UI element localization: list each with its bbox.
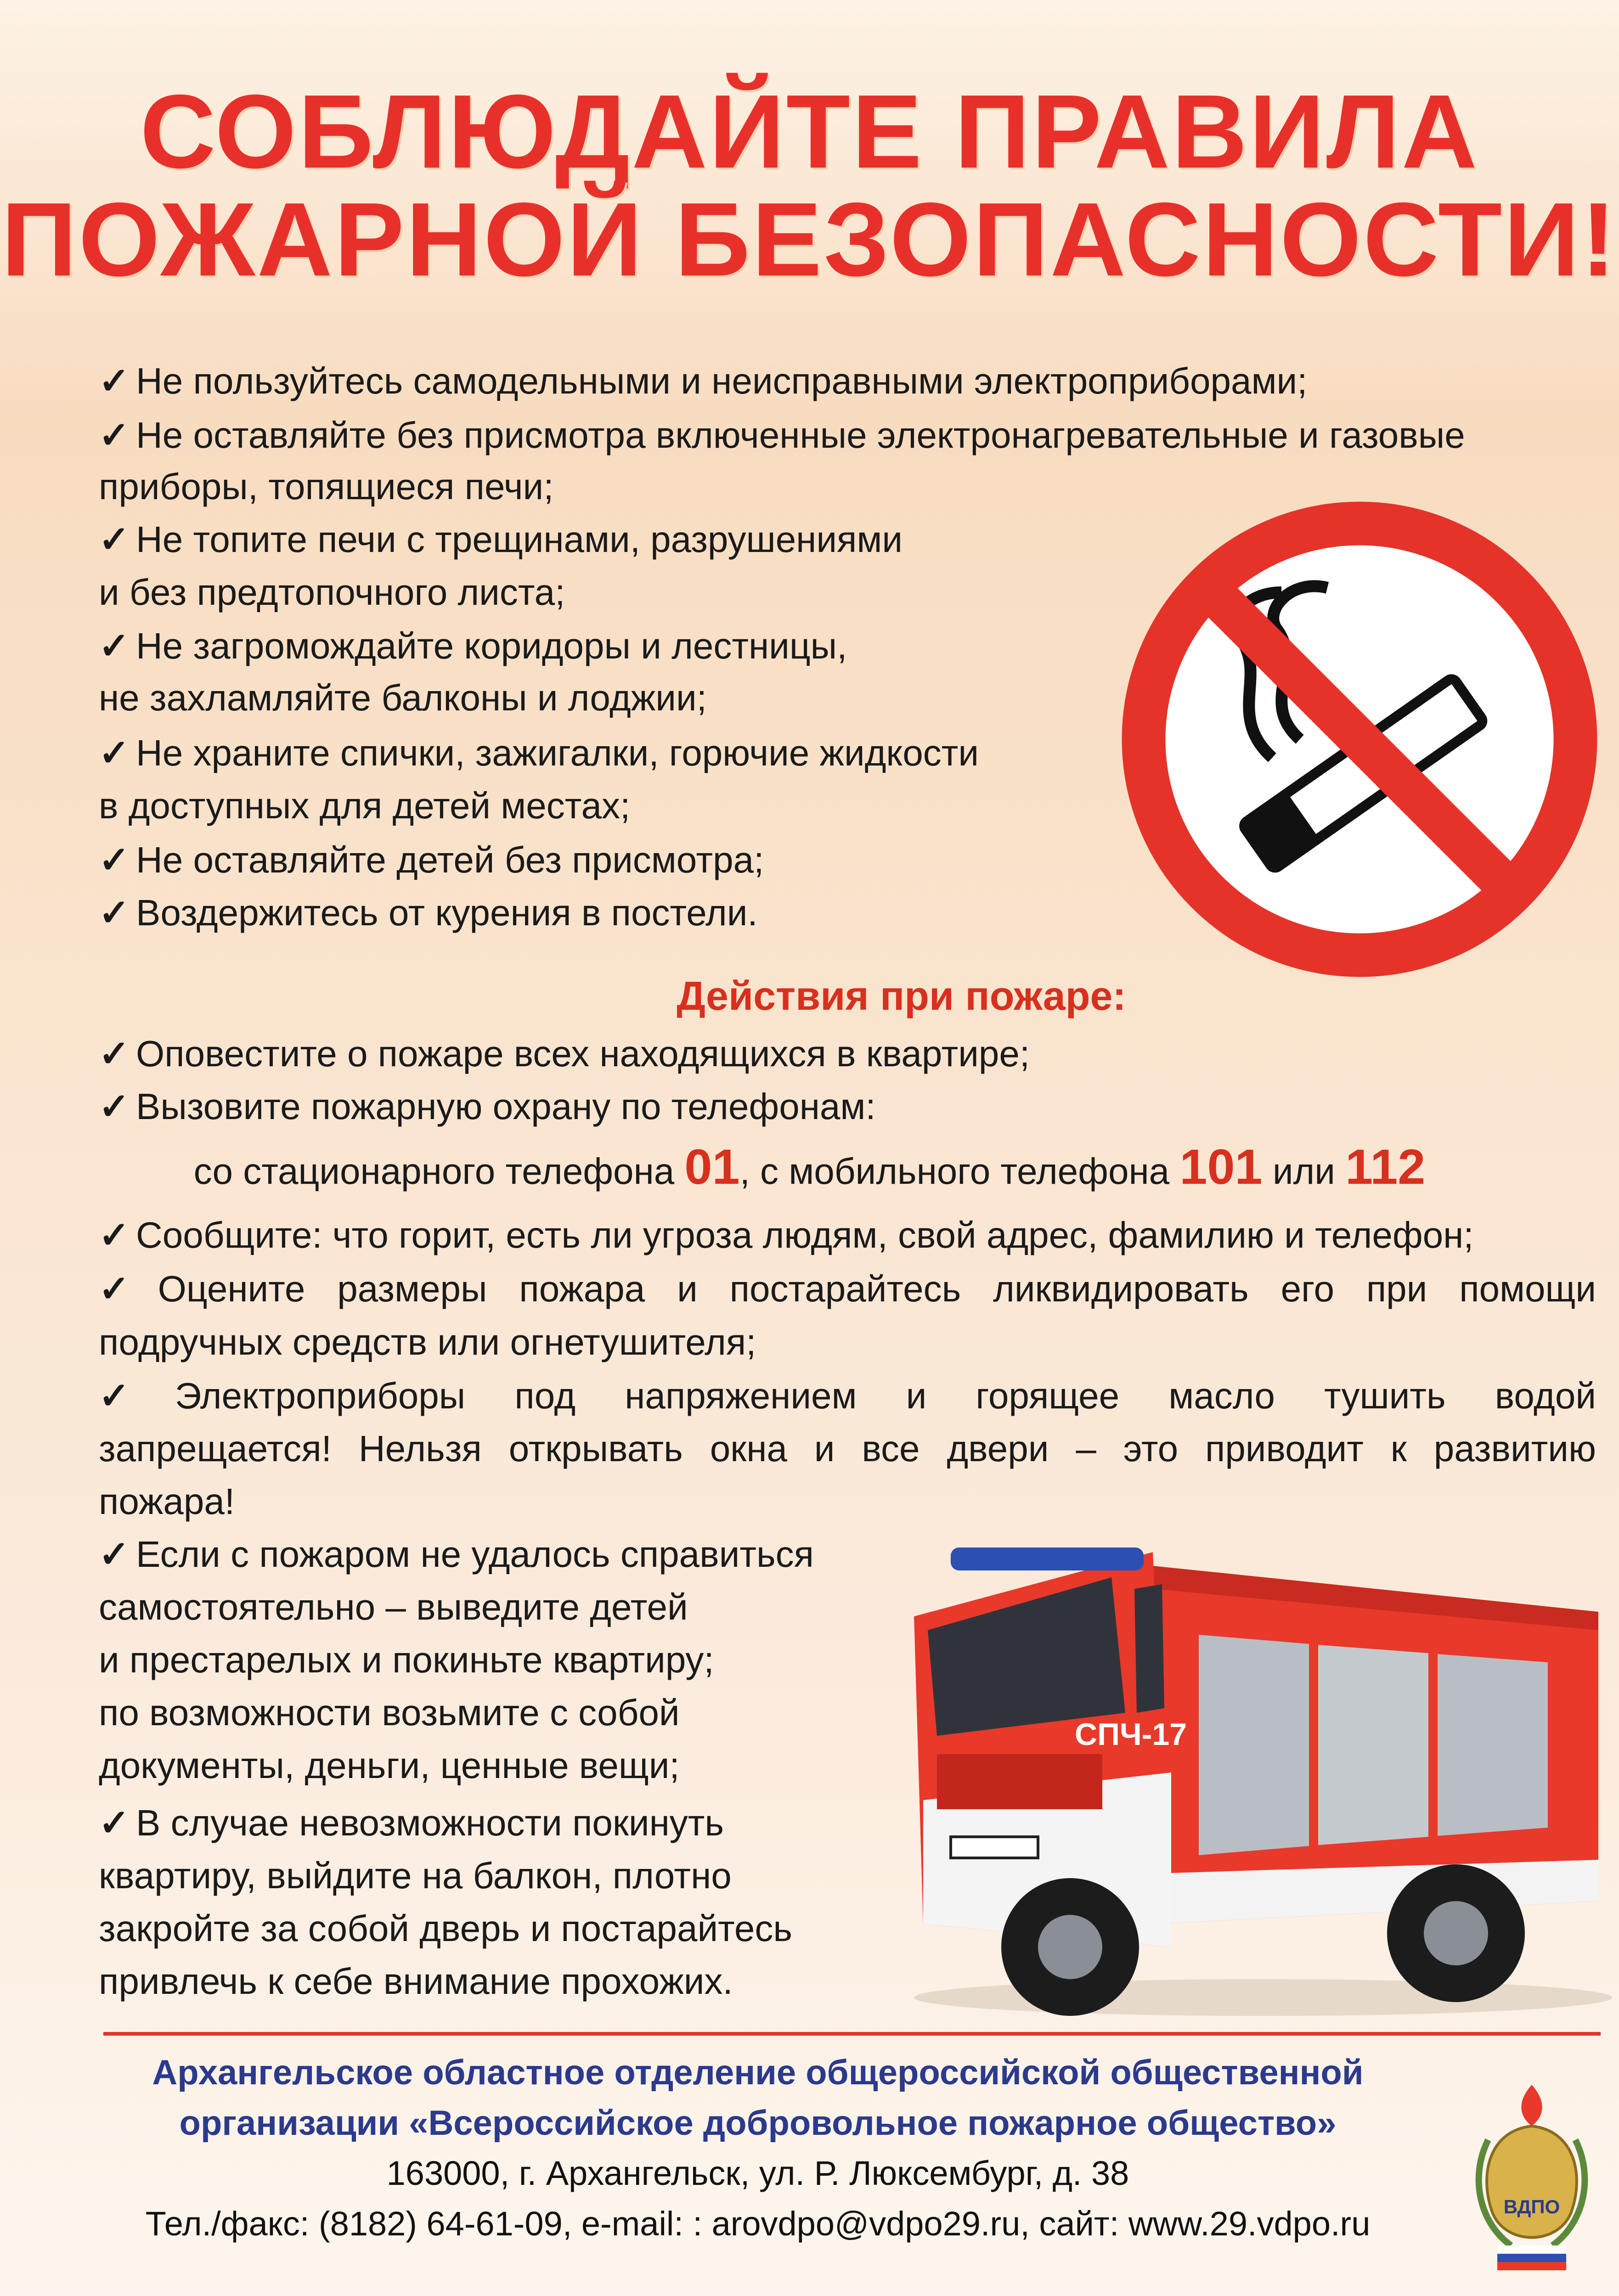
footer-address: 163000, г. Архангельск, ул. Р. Люксембург, д. 38 (386, 2154, 1129, 2192)
check-icon: ✓ (99, 519, 130, 560)
action-1: ✓ Оповестите о пожаре всех находящихся в квартире; (99, 1033, 1030, 1074)
action-5: ✓ Электроприборы под напряжением и горящее масло тушить водой (99, 1375, 1596, 1416)
rule-2-cont: приборы, топящиеся печи; (99, 466, 554, 507)
rule-7: ✓ Воздержитесь от курения в постели. (99, 892, 758, 933)
check-icon: ✓ (99, 1215, 130, 1255)
rule-1: ✓ Не пользуйтесь самодельными и неисправными электроприборами; (99, 360, 1308, 401)
rule-3: ✓ Не топите печи с трещинами, разрушениями (99, 519, 903, 560)
action-4-cont: подручных средств или огнетушителя; (99, 1322, 756, 1362)
actions-heading: Действия при пожаре: (677, 973, 1126, 1019)
no-smoking-sign-icon (1121, 501, 1598, 978)
truck-label: СПЧ-17 (1075, 1717, 1187, 1752)
action-6-cont-2: и престарелых и покиньте квартиру; (99, 1639, 714, 1680)
check-icon: ✓ (99, 415, 130, 456)
action-6-cont-3: по возможности возьмите с собой (99, 1692, 680, 1733)
check-icon: ✓ (99, 1534, 130, 1575)
rule-4: ✓ Не загромождайте коридоры и лестницы, (99, 625, 847, 666)
title-line-2: ПОЖАРНОЙ БЕЗОПАСНОСТИ! (1, 181, 1618, 298)
action-7-cont-2: закройте за собой дверь и постарайтесь (99, 1908, 793, 1949)
action-4: ✓ Оцените размеры пожара и постарайтесь ликвидировать его при помощи (99, 1268, 1596, 1309)
fire-truck-image (896, 1497, 1612, 2020)
check-icon: ✓ (99, 1086, 130, 1127)
footer-contacts: Тел./факс: (8182) 64-61-09, e-mail: : arovdpo@vdpo29.ru, сайт: www.29.vdpo.ru (145, 2205, 1371, 2243)
check-icon: ✓ (99, 892, 130, 933)
action-5-cont-2: пожара! (99, 1481, 235, 1522)
check-icon: ✓ (99, 1802, 130, 1843)
action-3: ✓ Сообщите: что горит, есть ли угроза людям, свой адрес, фамилию и телефон; (99, 1215, 1474, 1255)
rule-4-cont: не захламляйте балконы и лоджии; (99, 677, 707, 718)
rule-6: ✓ Не оставляйте детей без присмотра; (99, 839, 764, 880)
footer-org-line-2: организации «Всероссийское добровольное пожарное общество» (179, 2104, 1337, 2143)
phone-101: 101 (1179, 1139, 1263, 1194)
check-icon: ✓ (99, 732, 130, 773)
check-icon: ✓ (99, 1375, 169, 1416)
check-icon: ✓ (99, 625, 130, 666)
rule-5: ✓ Не храните спички, зажигалки, горючие жидкости (99, 732, 979, 773)
vdpo-emblem-icon (1461, 2076, 1603, 2273)
action-6-cont-4: документы, деньги, ценные вещи; (99, 1745, 680, 1786)
footer-org-line-1: Архангельское областное отделение общероссийской общественной (152, 2053, 1364, 2092)
phone-112: 112 (1345, 1139, 1426, 1194)
rule-2: ✓ Не оставляйте без присмотра включенные электронагревательные и газовые (99, 415, 1465, 456)
action-6: ✓ Если с пожаром не удалось справиться (99, 1534, 814, 1575)
action-7-cont-3: привлечь к себе внимание прохожих. (99, 1961, 733, 2002)
rule-5-cont: в доступных для детей местах; (99, 785, 631, 826)
action-2: ✓ Вызовите пожарную охрану по телефонам: (99, 1086, 876, 1127)
phone-numbers: со стационарного телефона 01, с мобильного телефона 101 или 112 (193, 1139, 1426, 1194)
check-icon: ✓ (99, 360, 130, 401)
rule-3-cont: и без предтопочного листа; (99, 572, 565, 613)
check-icon: ✓ (99, 1268, 152, 1309)
action-6-cont-1: самостоятельно – выведите детей (99, 1587, 688, 1627)
emblem-text: ВДПО (1503, 2196, 1560, 2217)
check-icon: ✓ (99, 1033, 130, 1074)
phone-01: 01 (684, 1139, 740, 1194)
footer-divider (103, 2032, 1601, 2036)
action-5-cont-1: запрещается! Нельзя открывать окна и все двери – это приводит к развитию (99, 1428, 1596, 1469)
action-7: ✓ В случае невозможности покинуть (99, 1802, 724, 1843)
action-7-cont-1: квартиру, выйдите на балкон, плотно (99, 1855, 732, 1896)
check-icon: ✓ (99, 839, 130, 880)
title-line-1: СОБЛЮДАЙТЕ ПРАВИЛА (140, 73, 1479, 190)
